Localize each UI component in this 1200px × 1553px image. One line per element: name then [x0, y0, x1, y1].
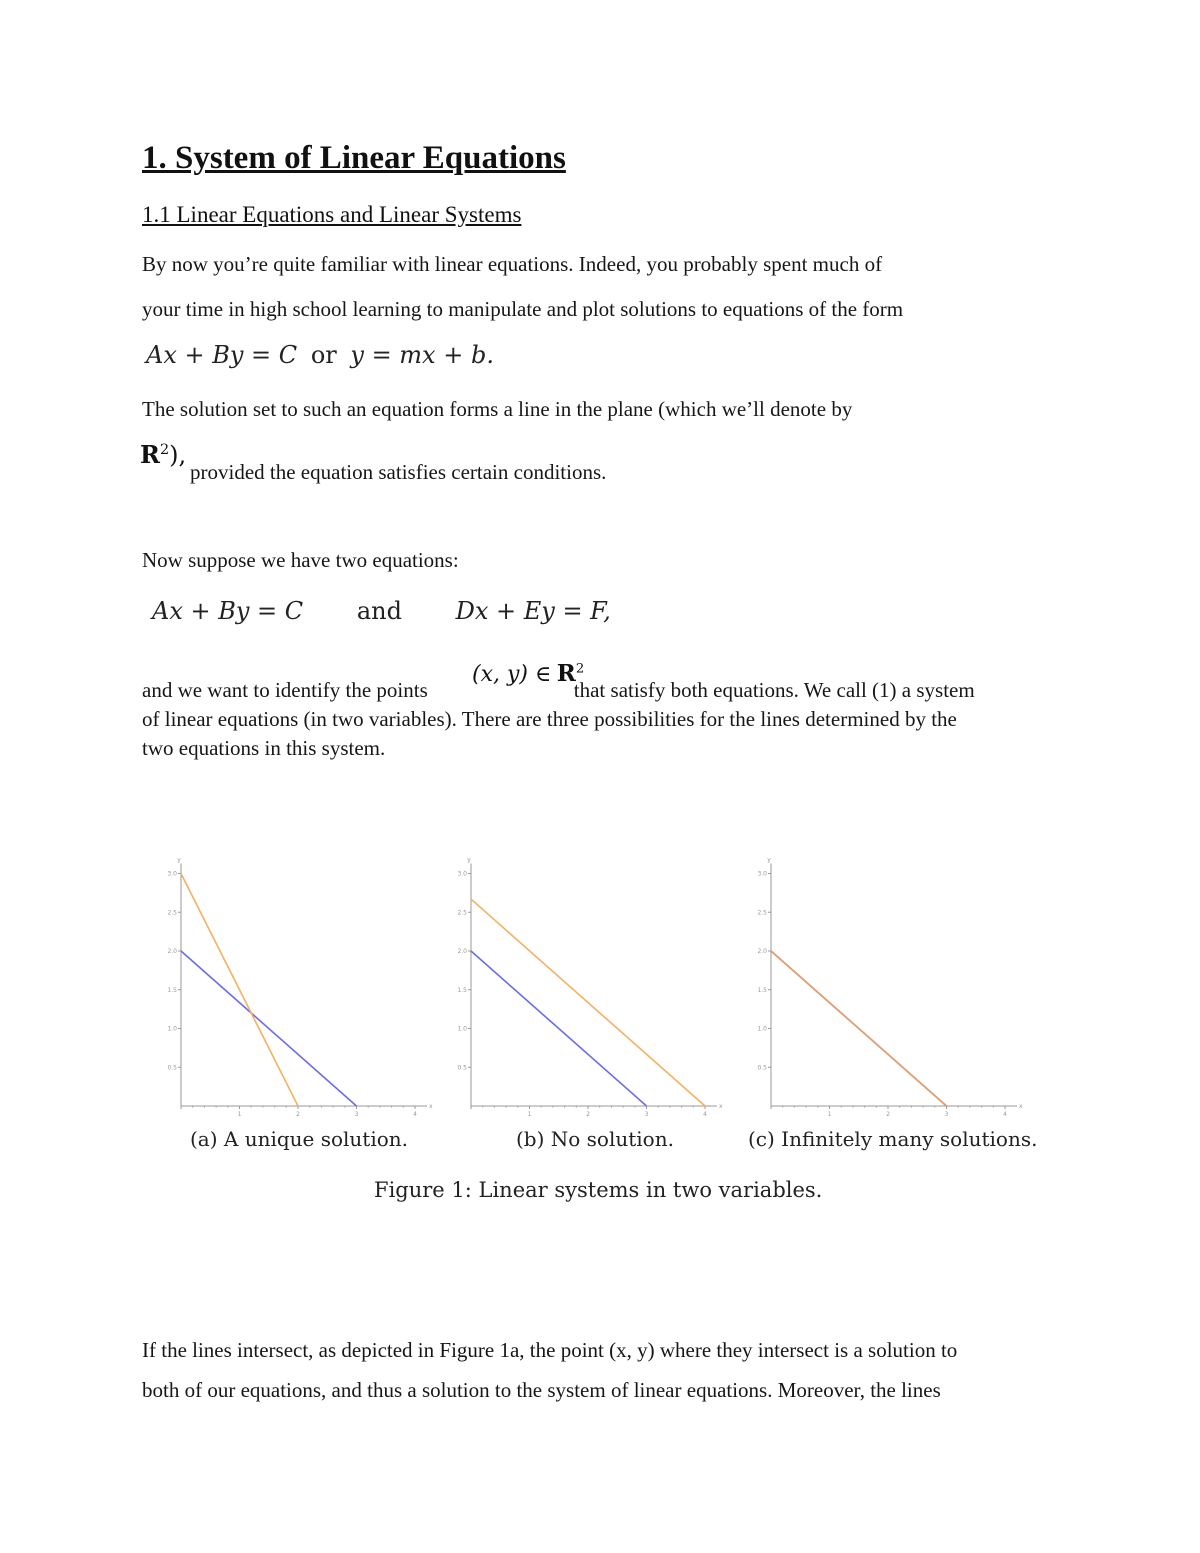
figure-panel-c — [752, 850, 1032, 1120]
y-tick-label: 3.0 — [757, 870, 767, 878]
equation-or-word: or — [310, 341, 337, 369]
equation-first: Ax + By = C — [152, 597, 304, 625]
paragraph-4-lead: and we want to identify the points — [142, 678, 428, 702]
x-tick-label: 2 — [296, 1111, 300, 1118]
figure-panel-b — [452, 850, 732, 1120]
paragraph-2-line-1: The solution set to such an equation forms a line in the plane (which we’ll denote by — [142, 397, 853, 421]
y-tick-label: 0.5 — [457, 1064, 467, 1072]
equation-and-word: and — [356, 597, 402, 625]
equation-slope-form: y = mx + b. — [350, 341, 494, 369]
y-tick-label: 2.5 — [757, 909, 767, 917]
y-tick-label: 2.0 — [457, 948, 467, 955]
x-tick-label: 1 — [527, 1111, 532, 1118]
y-tick-label: 1.5 — [457, 986, 467, 994]
y-axis-label: y — [467, 856, 471, 864]
paragraph-4-line-3: two equations in this system. — [142, 736, 386, 760]
y-tick-label: 1.5 — [167, 986, 177, 994]
subsection-title: 1.1 Linear Equations and Linear Systems — [142, 202, 522, 227]
point-set-r: R — [556, 660, 576, 687]
y-axis-label: y — [767, 856, 771, 864]
point-set-math: (x, y) ∈ — [472, 662, 552, 687]
paragraph-4 — [142, 676, 1072, 763]
equation-second: Dx + Ey = F, — [455, 597, 611, 625]
y-tick-label: 2.5 — [457, 909, 467, 917]
y-tick-label: 1.0 — [457, 1025, 467, 1033]
x-tick-label: 3 — [644, 1111, 649, 1118]
y-tick-label: 0.5 — [757, 1064, 767, 1072]
figure-panel-a — [162, 850, 442, 1120]
x-tick-label: 1 — [827, 1111, 832, 1118]
equation-pair — [152, 597, 611, 625]
y-tick-label: 1.0 — [167, 1025, 177, 1033]
x-tick-label: 3 — [354, 1111, 359, 1118]
paragraph-4-line-1 — [142, 676, 1072, 705]
x-tick-label: 2 — [886, 1111, 890, 1118]
r2-close: ), — [169, 441, 187, 469]
paragraph-4-line-2: of linear equations (in two variables). There are three possibilities for the lines determined by the — [142, 707, 957, 731]
y-tick-label: 0.5 — [167, 1064, 177, 1072]
series-line-2 — [471, 899, 705, 1106]
paragraph-1-line-2: your time in high school learning to manipulate and plot solutions to equations of the form — [142, 297, 904, 321]
series-line-2 — [771, 951, 947, 1106]
y-axis-label: y — [177, 856, 181, 864]
x-tick-label: 3 — [944, 1111, 949, 1118]
section-title: 1. System of Linear Equations — [142, 140, 566, 176]
chart-b — [452, 850, 732, 1120]
r2-superscript: 2 — [159, 442, 170, 458]
series-line-1 — [471, 951, 647, 1106]
y-tick-label: 1.0 — [757, 1025, 767, 1033]
paragraph-3: Now suppose we have two equations: — [142, 548, 459, 572]
x-tick-label: 1 — [237, 1111, 242, 1118]
equation-forms — [146, 341, 494, 369]
point-set-sup: 2 — [575, 661, 585, 677]
paragraph-5-line-1: If the lines intersect, as depicted in Figure 1a, the point (x, y) where they intersect is a solution to — [142, 1338, 958, 1362]
x-tick-label: 2 — [586, 1111, 590, 1118]
y-tick-label: 2.5 — [167, 909, 177, 917]
x-tick-label: 4 — [1003, 1111, 1007, 1118]
x-axis-label: x — [719, 1103, 723, 1110]
caption-a: (a) A unique solution. — [190, 1127, 409, 1151]
paragraph-5-line-2: both of our equations, and thus a solution to the system of linear equations. Moreover, the lines — [142, 1378, 941, 1402]
x-tick-label: 4 — [703, 1111, 707, 1118]
paragraph-4-tail: that satisfy both equations. We call (1) a system — [573, 678, 975, 702]
r2-symbol — [140, 440, 186, 470]
y-tick-label: 2.0 — [167, 948, 177, 955]
paragraph-1-line-1: By now you’re quite familiar with linear equations. Indeed, you probably spent much of — [142, 252, 883, 276]
r2-letter: R — [140, 440, 160, 469]
x-axis-label: x — [1019, 1103, 1023, 1110]
figure-caption: Figure 1: Linear systems in two variables. — [374, 1178, 823, 1202]
series-line-2 — [181, 874, 298, 1107]
paragraph-2-line-2: provided the equation satisfies certain conditions. — [190, 460, 607, 484]
chart-a — [162, 850, 442, 1120]
x-axis-label: x — [429, 1103, 433, 1110]
y-tick-label: 2.0 — [757, 948, 767, 955]
caption-b: (b) No solution. — [516, 1127, 674, 1151]
chart-c — [752, 850, 1032, 1120]
equation-standard-form: Ax + By = C — [146, 341, 298, 369]
x-tick-label: 4 — [413, 1111, 417, 1118]
y-tick-label: 3.0 — [167, 870, 177, 878]
y-tick-label: 3.0 — [457, 870, 467, 878]
caption-c: (c) Infinitely many solutions. — [748, 1127, 1038, 1151]
y-tick-label: 1.5 — [757, 986, 767, 994]
series-line-1 — [181, 951, 357, 1106]
